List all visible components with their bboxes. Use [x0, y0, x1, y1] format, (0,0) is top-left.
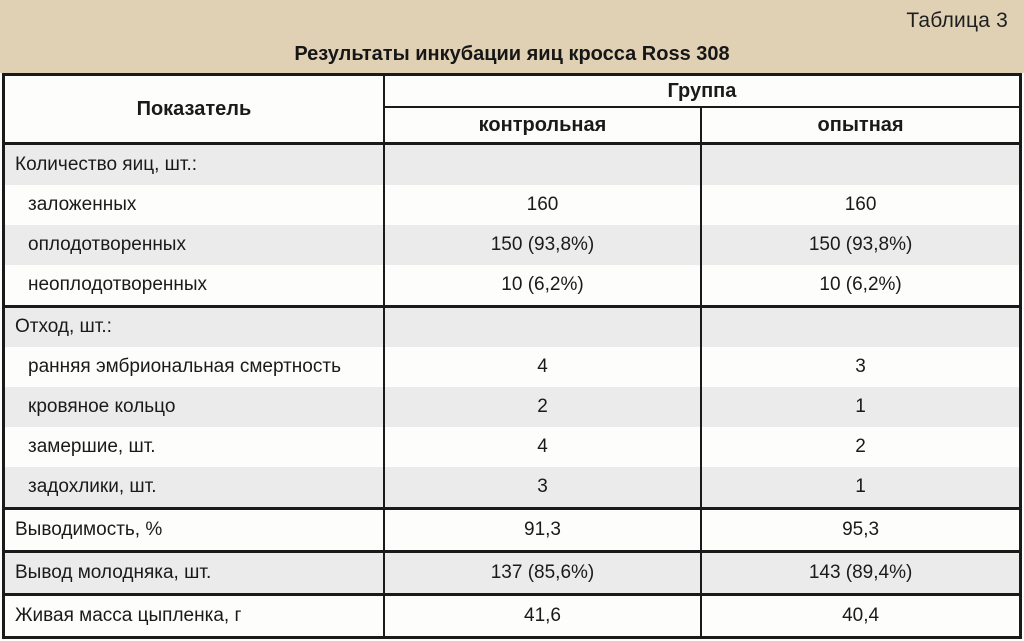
row-label: замершие, шт.: [4, 427, 384, 467]
experimental-value: 143 (89,4%): [701, 551, 1020, 594]
experimental-value: 95,3: [701, 508, 1020, 551]
table-row-dead-in-shell: [4, 427, 1021, 467]
experimental-value: 3: [701, 347, 1020, 387]
control-value: 3: [384, 467, 701, 508]
row-label: Выводимость, %: [4, 508, 384, 551]
results-table-wrapper: [2, 73, 1022, 639]
table-row-fertilized: [4, 225, 1021, 265]
table-body: [4, 144, 1021, 638]
table-title: Результаты инкубации яиц кросса Ross 308: [294, 43, 730, 65]
control-value: 150 (93,8%): [384, 225, 701, 265]
table-row-set-eggs: [4, 185, 1021, 225]
control-value: 10 (6,2%): [384, 265, 701, 306]
table-row-hatchability: [4, 508, 1021, 551]
experimental-value: [701, 306, 1020, 347]
column-header-indicator: Показатель: [4, 75, 384, 144]
table-row-egg-count-section: [4, 144, 1021, 185]
control-value: [384, 306, 701, 347]
table-row-waste-section: [4, 306, 1021, 347]
table-row-early-embryonic-mortality: [4, 347, 1021, 387]
experimental-value: 10 (6,2%): [701, 265, 1020, 306]
row-label: неоплодотворенных: [4, 265, 384, 306]
experimental-value: 1: [701, 387, 1020, 427]
row-label: Живая масса цыпленка, г: [4, 594, 384, 637]
control-value: 2: [384, 387, 701, 427]
row-label: задохлики, шт.: [4, 467, 384, 508]
experimental-value: 1: [701, 467, 1020, 508]
row-label: оплодотворенных: [4, 225, 384, 265]
column-header-control: контрольная: [384, 107, 701, 144]
header-row-group: [4, 75, 1021, 108]
table-row-chicks-hatched: [4, 551, 1021, 594]
experimental-value: 150 (93,8%): [701, 225, 1020, 265]
table-header: [4, 75, 1021, 144]
row-label: Отход, шт.:: [4, 306, 384, 347]
table-row-unfertilized: [4, 265, 1021, 306]
table-caption-band: [0, 0, 1024, 73]
experimental-value: 40,4: [701, 594, 1020, 637]
control-value: 41,6: [384, 594, 701, 637]
table-row-chick-live-weight: [4, 594, 1021, 637]
column-header-experimental: опытная: [701, 107, 1020, 144]
control-value: 4: [384, 347, 701, 387]
experimental-value: 160: [701, 185, 1020, 225]
row-label: ранняя эмбриональная смертность: [4, 347, 384, 387]
column-header-group: Группа: [384, 75, 1021, 108]
control-value: 91,3: [384, 508, 701, 551]
experimental-value: [701, 144, 1020, 185]
table-row-suffocated: [4, 467, 1021, 508]
table-number-label: Таблица 3: [906, 9, 1008, 32]
control-value: [384, 144, 701, 185]
control-value: 4: [384, 427, 701, 467]
row-label: кровяное кольцо: [4, 387, 384, 427]
control-value: 137 (85,6%): [384, 551, 701, 594]
row-label: заложенных: [4, 185, 384, 225]
table-row-blood-ring: [4, 387, 1021, 427]
experimental-value: 2: [701, 427, 1020, 467]
row-label: Количество яиц, шт.:: [4, 144, 384, 185]
control-value: 160: [384, 185, 701, 225]
row-label: Вывод молодняка, шт.: [4, 551, 384, 594]
results-table: [2, 73, 1022, 639]
